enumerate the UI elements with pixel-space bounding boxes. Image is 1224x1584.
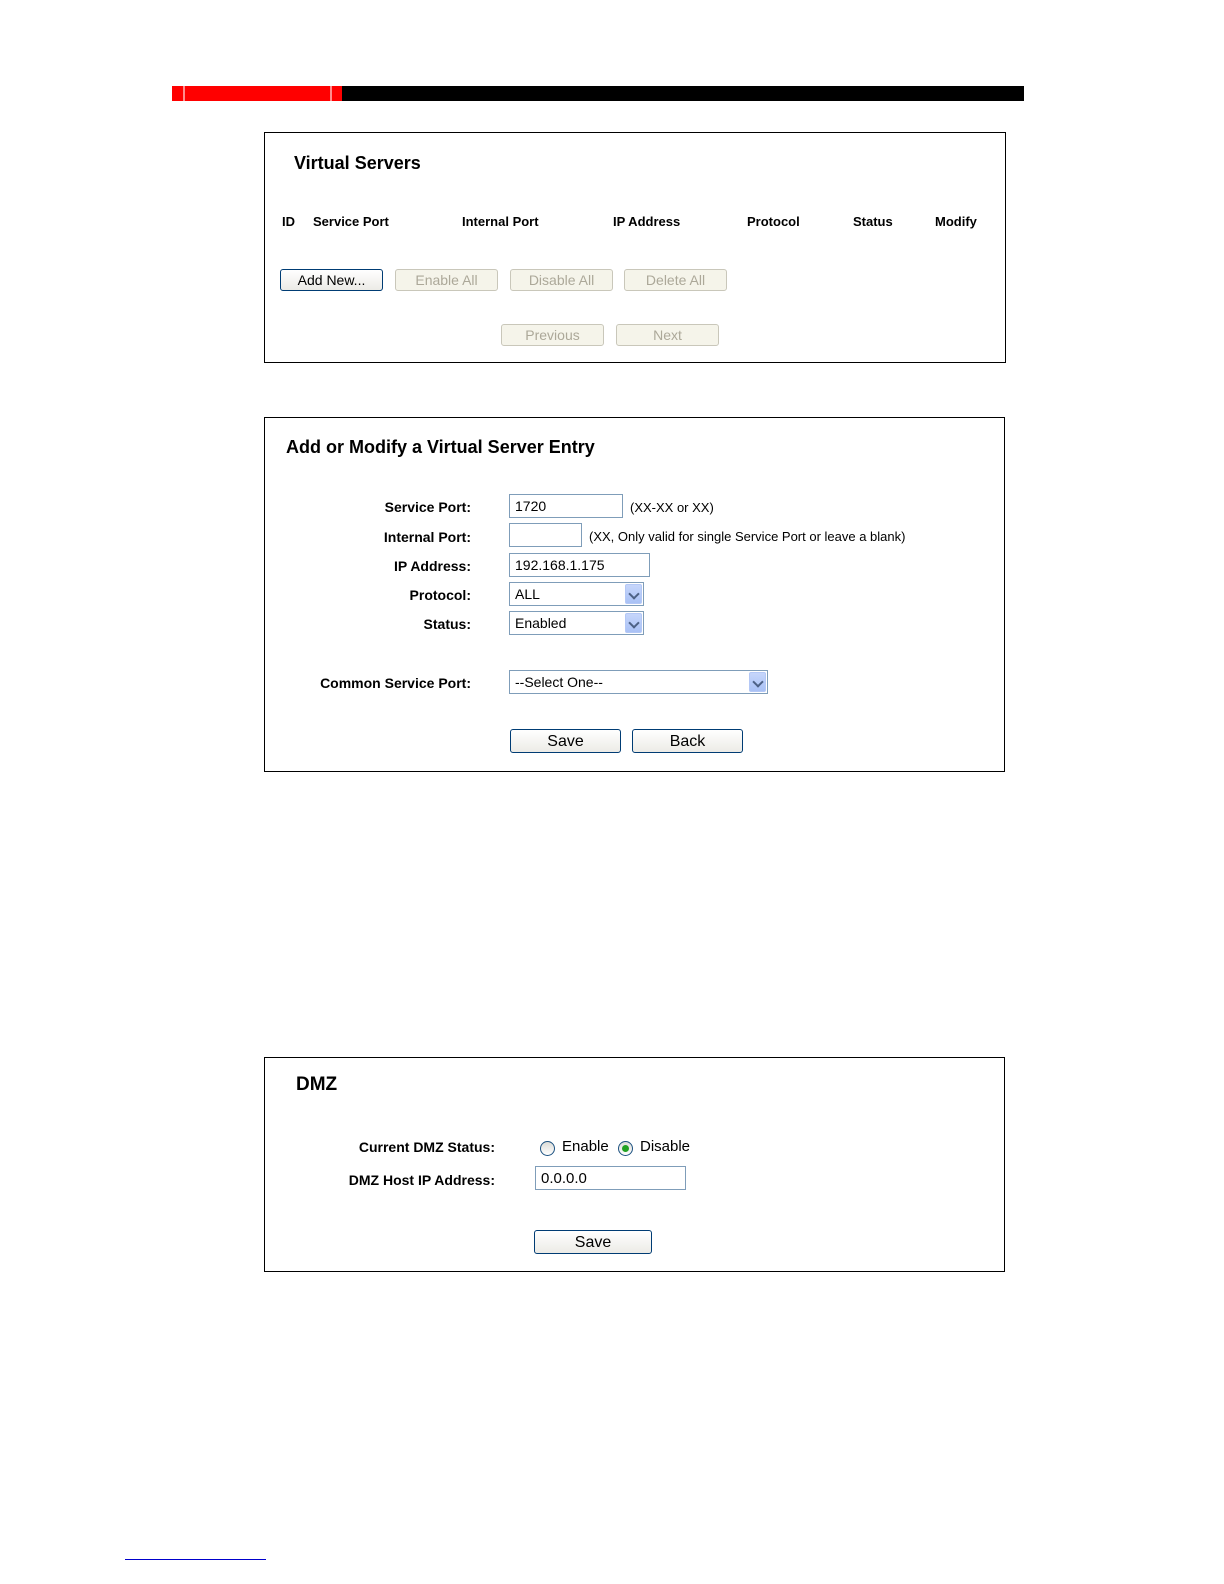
header-band-black xyxy=(342,86,1024,101)
internal-port-hint: (XX, Only valid for single Service Port or leave a blank) xyxy=(589,529,906,544)
service-port-hint: (XX-XX or XX) xyxy=(630,500,714,515)
dmz-panel xyxy=(264,1057,1005,1272)
column-header-internal-port: Internal Port xyxy=(462,214,539,229)
chevron-down-icon[interactable] xyxy=(625,613,642,633)
footer-link-underline xyxy=(125,1559,266,1560)
column-header-protocol: Protocol xyxy=(747,214,800,229)
panel-title: DMZ xyxy=(296,1074,338,1095)
dmz-enable-radio[interactable] xyxy=(540,1141,555,1156)
column-header-ip-address: IP Address xyxy=(613,214,681,229)
virtual-servers-panel xyxy=(264,132,1006,363)
common-service-port-label: Common Service Port: xyxy=(320,675,471,691)
next-button[interactable]: Next xyxy=(616,324,719,346)
column-header-service-port: Service Port xyxy=(313,214,389,229)
dmz-disable-label[interactable]: Disable xyxy=(640,1138,691,1155)
protocol-select[interactable] xyxy=(509,582,644,606)
back-button[interactable]: Back xyxy=(632,729,743,753)
dmz-host-ip-input[interactable] xyxy=(535,1166,686,1190)
disable-all-button[interactable]: Disable All xyxy=(510,269,613,291)
panel-title: Add or Modify a Virtual Server Entry xyxy=(286,437,595,457)
band-divider xyxy=(183,86,185,101)
chevron-down-icon[interactable] xyxy=(625,584,642,604)
band-divider xyxy=(330,86,332,101)
chevron-down-icon[interactable] xyxy=(749,672,766,692)
header-band-red xyxy=(172,86,342,101)
dmz-enable-label[interactable]: Enable xyxy=(562,1138,609,1155)
save-button[interactable]: Save xyxy=(510,729,621,753)
enable-all-button[interactable]: Enable All xyxy=(395,269,498,291)
delete-all-button[interactable]: Delete All xyxy=(624,269,727,291)
common-service-port-select[interactable] xyxy=(509,670,768,694)
internal-port-input[interactable] xyxy=(509,523,582,547)
add-new-button[interactable]: Add New... xyxy=(280,269,383,291)
dmz-status-label: Current DMZ Status: xyxy=(358,1139,495,1155)
common-service-port-value: --Select One-- xyxy=(515,674,603,690)
service-port-label: Service Port: xyxy=(384,499,471,515)
dmz-disable-radio[interactable] xyxy=(618,1141,633,1156)
protocol-select-value: ALL xyxy=(515,586,540,602)
protocol-label: Protocol: xyxy=(409,587,471,603)
internal-port-label: Internal Port: xyxy=(383,529,471,545)
dmz-save-button[interactable]: Save xyxy=(534,1230,652,1254)
service-port-input[interactable] xyxy=(509,494,623,518)
column-header-status: Status xyxy=(853,214,893,229)
dmz-host-ip-label: DMZ Host IP Address: xyxy=(348,1172,495,1188)
previous-button[interactable]: Previous xyxy=(501,324,604,346)
status-select-value: Enabled xyxy=(515,615,567,631)
ip-address-label: IP Address: xyxy=(393,558,471,574)
panel-title: Virtual Servers xyxy=(294,153,421,173)
ip-address-input[interactable] xyxy=(509,553,650,577)
status-select[interactable] xyxy=(509,611,644,635)
column-header-id: ID xyxy=(282,214,295,229)
status-label: Status: xyxy=(423,616,471,632)
column-header-modify: Modify xyxy=(935,214,977,229)
entry-form-panel xyxy=(264,417,1005,772)
